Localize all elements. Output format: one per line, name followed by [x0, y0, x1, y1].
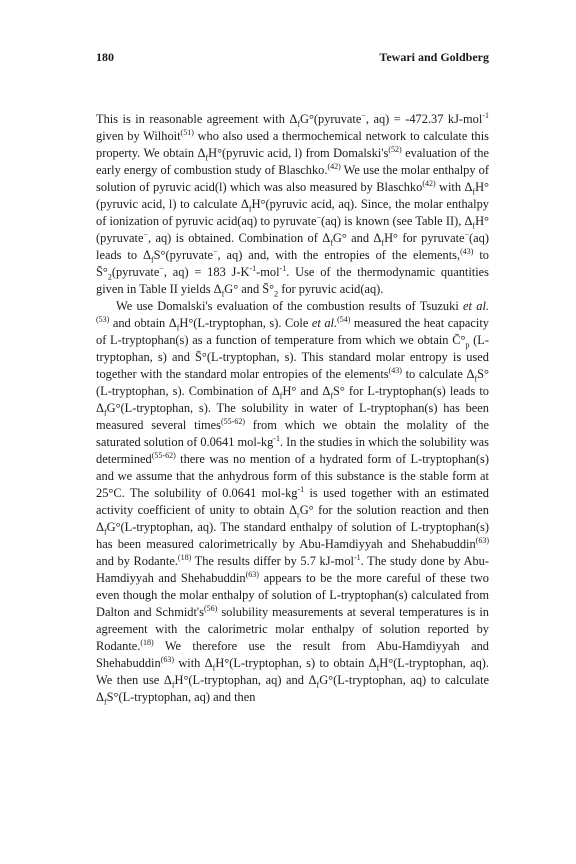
text-run: . In the studies in which the solubility was determined	[96, 435, 489, 466]
superscript: (42)	[327, 161, 341, 171]
superscript: −	[159, 263, 164, 273]
superscript: -1	[279, 263, 287, 273]
text-run: . Use of the thermodynamic quantities given in Table II yields Δ	[96, 265, 489, 296]
superscript: -1	[297, 484, 305, 494]
italic-text: et al.	[463, 299, 489, 313]
superscript: (51)	[180, 127, 194, 137]
text-run: We therefore use the result from Abu-Hamdiyyah and Shehabuddin	[96, 639, 489, 670]
text-run: H° and Δ	[282, 384, 331, 398]
text-run: G°(L-tryptophan, aq). The standard enthalpy of solution of L-tryptophan(s) has been measured calorimetrically by Abu-Hamdiyyah and Shehabuddin	[96, 520, 489, 551]
text-run: S°(pyruvate	[153, 248, 213, 262]
superscript: (18)	[140, 637, 154, 647]
superscript: (53)	[96, 314, 110, 324]
text-run: S° for L-tryptophan(s) leads to Δ	[96, 384, 489, 415]
text-run: (pyruvate	[111, 265, 160, 279]
subscript: p	[465, 340, 470, 350]
text-run: given by Wilhoit	[96, 129, 181, 143]
subscript: f	[376, 663, 380, 673]
text-run: , aq) = 183 J-K	[163, 265, 250, 279]
text-run: evaluation of the early energy of combustion study of Blaschko.	[96, 146, 489, 177]
subscript: f	[176, 323, 180, 333]
subscript: f	[103, 408, 107, 418]
subscript: f	[248, 204, 252, 214]
subscript: f	[103, 527, 107, 537]
text-run: H° for pyruvate	[384, 231, 465, 245]
superscript: (63)	[160, 654, 175, 664]
subscript: f	[205, 153, 209, 163]
subscript: f	[103, 697, 107, 707]
text-run: and obtain Δ	[109, 316, 177, 330]
subscript: f	[316, 680, 320, 690]
text-run: (aq) is known (see Table II), Δ	[321, 214, 473, 228]
text-run: to calculate Δ	[401, 367, 475, 381]
text-run: there was no mention of a hydrated form of L-tryptophan(s) and we assume that the anhydrous form of this substance is the stable form at 25°C. The solubility of 0.0641 mol-kg	[96, 452, 489, 500]
superscript: (55-62)	[220, 416, 245, 426]
superscript: -1	[353, 552, 361, 562]
superscript: (54)	[337, 314, 351, 324]
subscript: f	[474, 374, 478, 384]
subscript: f	[171, 680, 175, 690]
text-run: This is in reasonable agreement with Δ	[96, 112, 298, 126]
superscript: −	[212, 246, 218, 256]
text-run: from which we obtain the molality of the saturated solution of 0.0641 mol-kg	[96, 418, 489, 449]
text-run: S°(L-tryptophan, aq) and then	[106, 690, 256, 704]
text-run: H°(L-tryptophan, aq). We then use Δ	[96, 656, 489, 687]
subscript: f	[330, 391, 333, 401]
text-run: appears to be the more careful of these two even though the molar enthalpy of solution of L-tryptophan(s) calculated from Dalton and Schmidt's	[96, 571, 489, 619]
text-run: H°(L-tryptophan, aq) and Δ	[174, 673, 317, 687]
superscript: -1	[273, 433, 280, 443]
subscript: f	[472, 221, 476, 231]
running-head: Tewari and Goldberg	[379, 50, 489, 64]
subscript: 2	[107, 272, 112, 282]
text-run: for pyruvic acid(aq).	[278, 282, 384, 296]
text-run: with Δ	[174, 656, 213, 670]
superscript: -1	[249, 263, 257, 273]
body-text	[96, 111, 489, 706]
text-run: G°(L-tryptophan, s). The solubility in water of L-tryptophan(s) has been measured several times	[96, 401, 489, 432]
text-run: G° and S̄°	[224, 282, 275, 296]
paragraph	[96, 298, 489, 706]
text-run: , aq) = -472.37 kJ-mol	[365, 112, 483, 126]
superscript: (55-62)	[151, 450, 176, 460]
text-run: G° for the solution reaction and then Δ	[96, 503, 489, 534]
text-run: G° and Δ	[332, 231, 382, 245]
superscript: −	[143, 229, 148, 239]
text-run: H°(pyruvic acid, l) from Domalski's	[208, 146, 389, 160]
superscript: (18)	[177, 552, 192, 562]
text-run: H°(L-tryptophan, s). Cole	[179, 316, 312, 330]
superscript: -1	[482, 110, 489, 120]
text-run: S°(L-tryptophan, s). Combination of Δ	[96, 367, 489, 398]
superscript: (43)	[460, 246, 474, 256]
subscript: f	[212, 663, 216, 673]
text-run: and by Rodante.	[96, 554, 178, 568]
superscript: (63)	[245, 569, 259, 579]
text-run: solubility measurements at several temperatures is in agreement with the calorimetric molar enthalpy of solution reported by Rodante.	[96, 605, 489, 653]
subscript: f	[472, 187, 476, 197]
text-run: with Δ	[435, 180, 473, 194]
text-run: (L-tryptophan, s) and S̄°(L-tryptophan, s). This standard molar entropy is used together with the standard molar entropies of the elements	[96, 333, 490, 381]
subscript: r	[297, 510, 300, 520]
text-run: , aq) and, with the entropies of the elements,	[217, 248, 461, 262]
text-run: . The study done by Abu-Hamdiyyah and Shehabuddin	[96, 554, 489, 585]
superscript: −	[316, 212, 322, 222]
superscript: (63)	[475, 535, 489, 545]
subscript: f	[297, 119, 300, 129]
superscript: (56)	[204, 603, 218, 613]
superscript: (43)	[388, 365, 402, 375]
text-run: H°(pyruvic acid, aq). Since, the molar enthalpy of ionization of pyruvic acid(aq) to pyruvate	[96, 197, 489, 228]
superscript: (42)	[422, 178, 436, 188]
text-run: measured the heat capacity of L-tryptophan(s) as a function of temperature from which we obtain C̄°	[96, 316, 489, 347]
superscript: (52)	[388, 144, 402, 154]
text-run: (aq) leads to Δ	[96, 231, 489, 262]
text-run: -mol	[256, 265, 280, 279]
subscript: f	[221, 289, 225, 299]
text-run: G°(L-tryptophan, aq) to calculate Δ	[96, 673, 490, 704]
subscript: f	[330, 238, 333, 248]
text-run: We use the molar enthalpy of solution of pyruvic acid(l) which was also measured by Blaschko	[96, 163, 489, 194]
superscript: −	[464, 229, 470, 239]
italic-text: et al.	[311, 316, 338, 330]
text-run: , aq) is obtained. Combination of Δ	[148, 231, 331, 245]
subscript: 2	[274, 289, 279, 299]
text-run: H°(pyruvic acid, l) to calculate Δ	[96, 180, 489, 211]
text-run: H°(pyruvate	[96, 214, 489, 245]
text-run: who also used a thermochemical network to calculate this property. We obtain Δ	[96, 129, 489, 160]
text-run: G°(pyruvate	[300, 112, 362, 126]
paragraph	[96, 111, 489, 298]
superscript: −	[361, 110, 366, 120]
subscript: f	[381, 238, 385, 248]
subscript: f	[150, 255, 154, 265]
text-run: The results differ by 5.7 kJ-mol	[191, 554, 354, 568]
page-number: 180	[96, 50, 114, 64]
subscript: f	[279, 391, 283, 401]
text-run: H°(L-tryptophan, s) to obtain Δ	[215, 656, 377, 670]
text-run: to S̄°	[96, 248, 489, 279]
text-run: We use Domalski's evaluation of the combustion results of Tsuzuki	[116, 299, 464, 313]
text-run: is used together with an estimated activity coefficient of unity to obtain Δ	[96, 486, 489, 517]
